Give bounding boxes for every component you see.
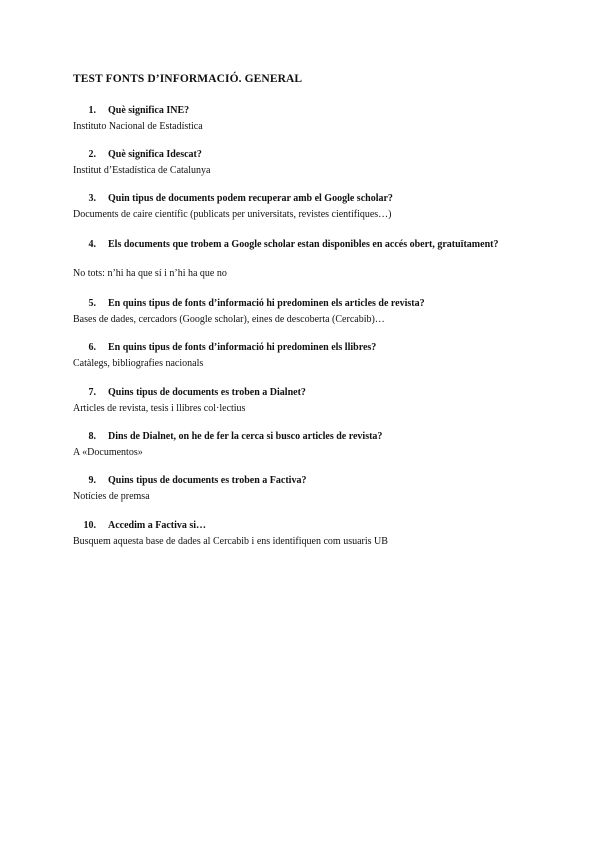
question-text: Els documents que trobem a Google scholar estan disponibles en accés obert, gratuïtament? [108, 239, 499, 250]
answer-text: Bases de dades, cercadors (Google scholar), eines de descoberta (Cercabib)… [73, 314, 385, 325]
question-number: 5. [88, 298, 96, 309]
question-text: Quins tipus de documents es troben a Factiva? [108, 475, 307, 486]
question-number: 1. [88, 105, 96, 116]
answer-text: Instituto Nacional de Estadística [73, 121, 203, 132]
question-number: 6. [88, 342, 96, 353]
question-text: Què significa INE? [108, 105, 190, 116]
question-number: 7. [88, 387, 96, 398]
question-number: 4. [88, 239, 96, 250]
question-number: 3. [88, 193, 96, 204]
answer-text: Busquem aquesta base de dades al Cercabib i ens identifiquen com usuaris UB [73, 536, 388, 547]
question-text: Què significa Idescat? [108, 149, 202, 160]
answer-text: Articles de revista, tesis i llibres col·lectius [73, 403, 246, 414]
answer-text: Notícies de premsa [73, 491, 150, 502]
answer-text: Institut d’Estadística de Catalunya [73, 165, 211, 176]
answer-text: No tots: n’hi ha que sí i n’hi ha que no [73, 268, 227, 279]
question-text: Quins tipus de documents es troben a Dialnet? [108, 387, 306, 398]
answer-text: Documents de caire científic (publicats per universitats, revistes científiques…) [73, 209, 392, 220]
question-text: Accedim a Factiva si… [108, 520, 207, 531]
question-number: 2. [88, 149, 96, 160]
question-text: En quins tipus de fonts d’informació hi predominen els articles de revista? [108, 298, 425, 309]
question-text: Quin tipus de documents podem recuperar amb el Google scholar? [108, 193, 393, 204]
document-title: TEST FONTS D’INFORMACIÓ. GENERAL [73, 73, 303, 85]
question-number: 10. [83, 520, 96, 531]
answer-text: Catàlegs, bibliografies nacionals [73, 358, 204, 369]
question-text: Dins de Dialnet, on he de fer la cerca si busco articles de revista? [108, 431, 383, 442]
question-number: 8. [88, 431, 96, 442]
question-number: 9. [88, 475, 96, 486]
answer-text: A «Documentos» [73, 447, 143, 458]
question-text: En quins tipus de fonts d’informació hi predominen els llibres? [108, 342, 377, 353]
